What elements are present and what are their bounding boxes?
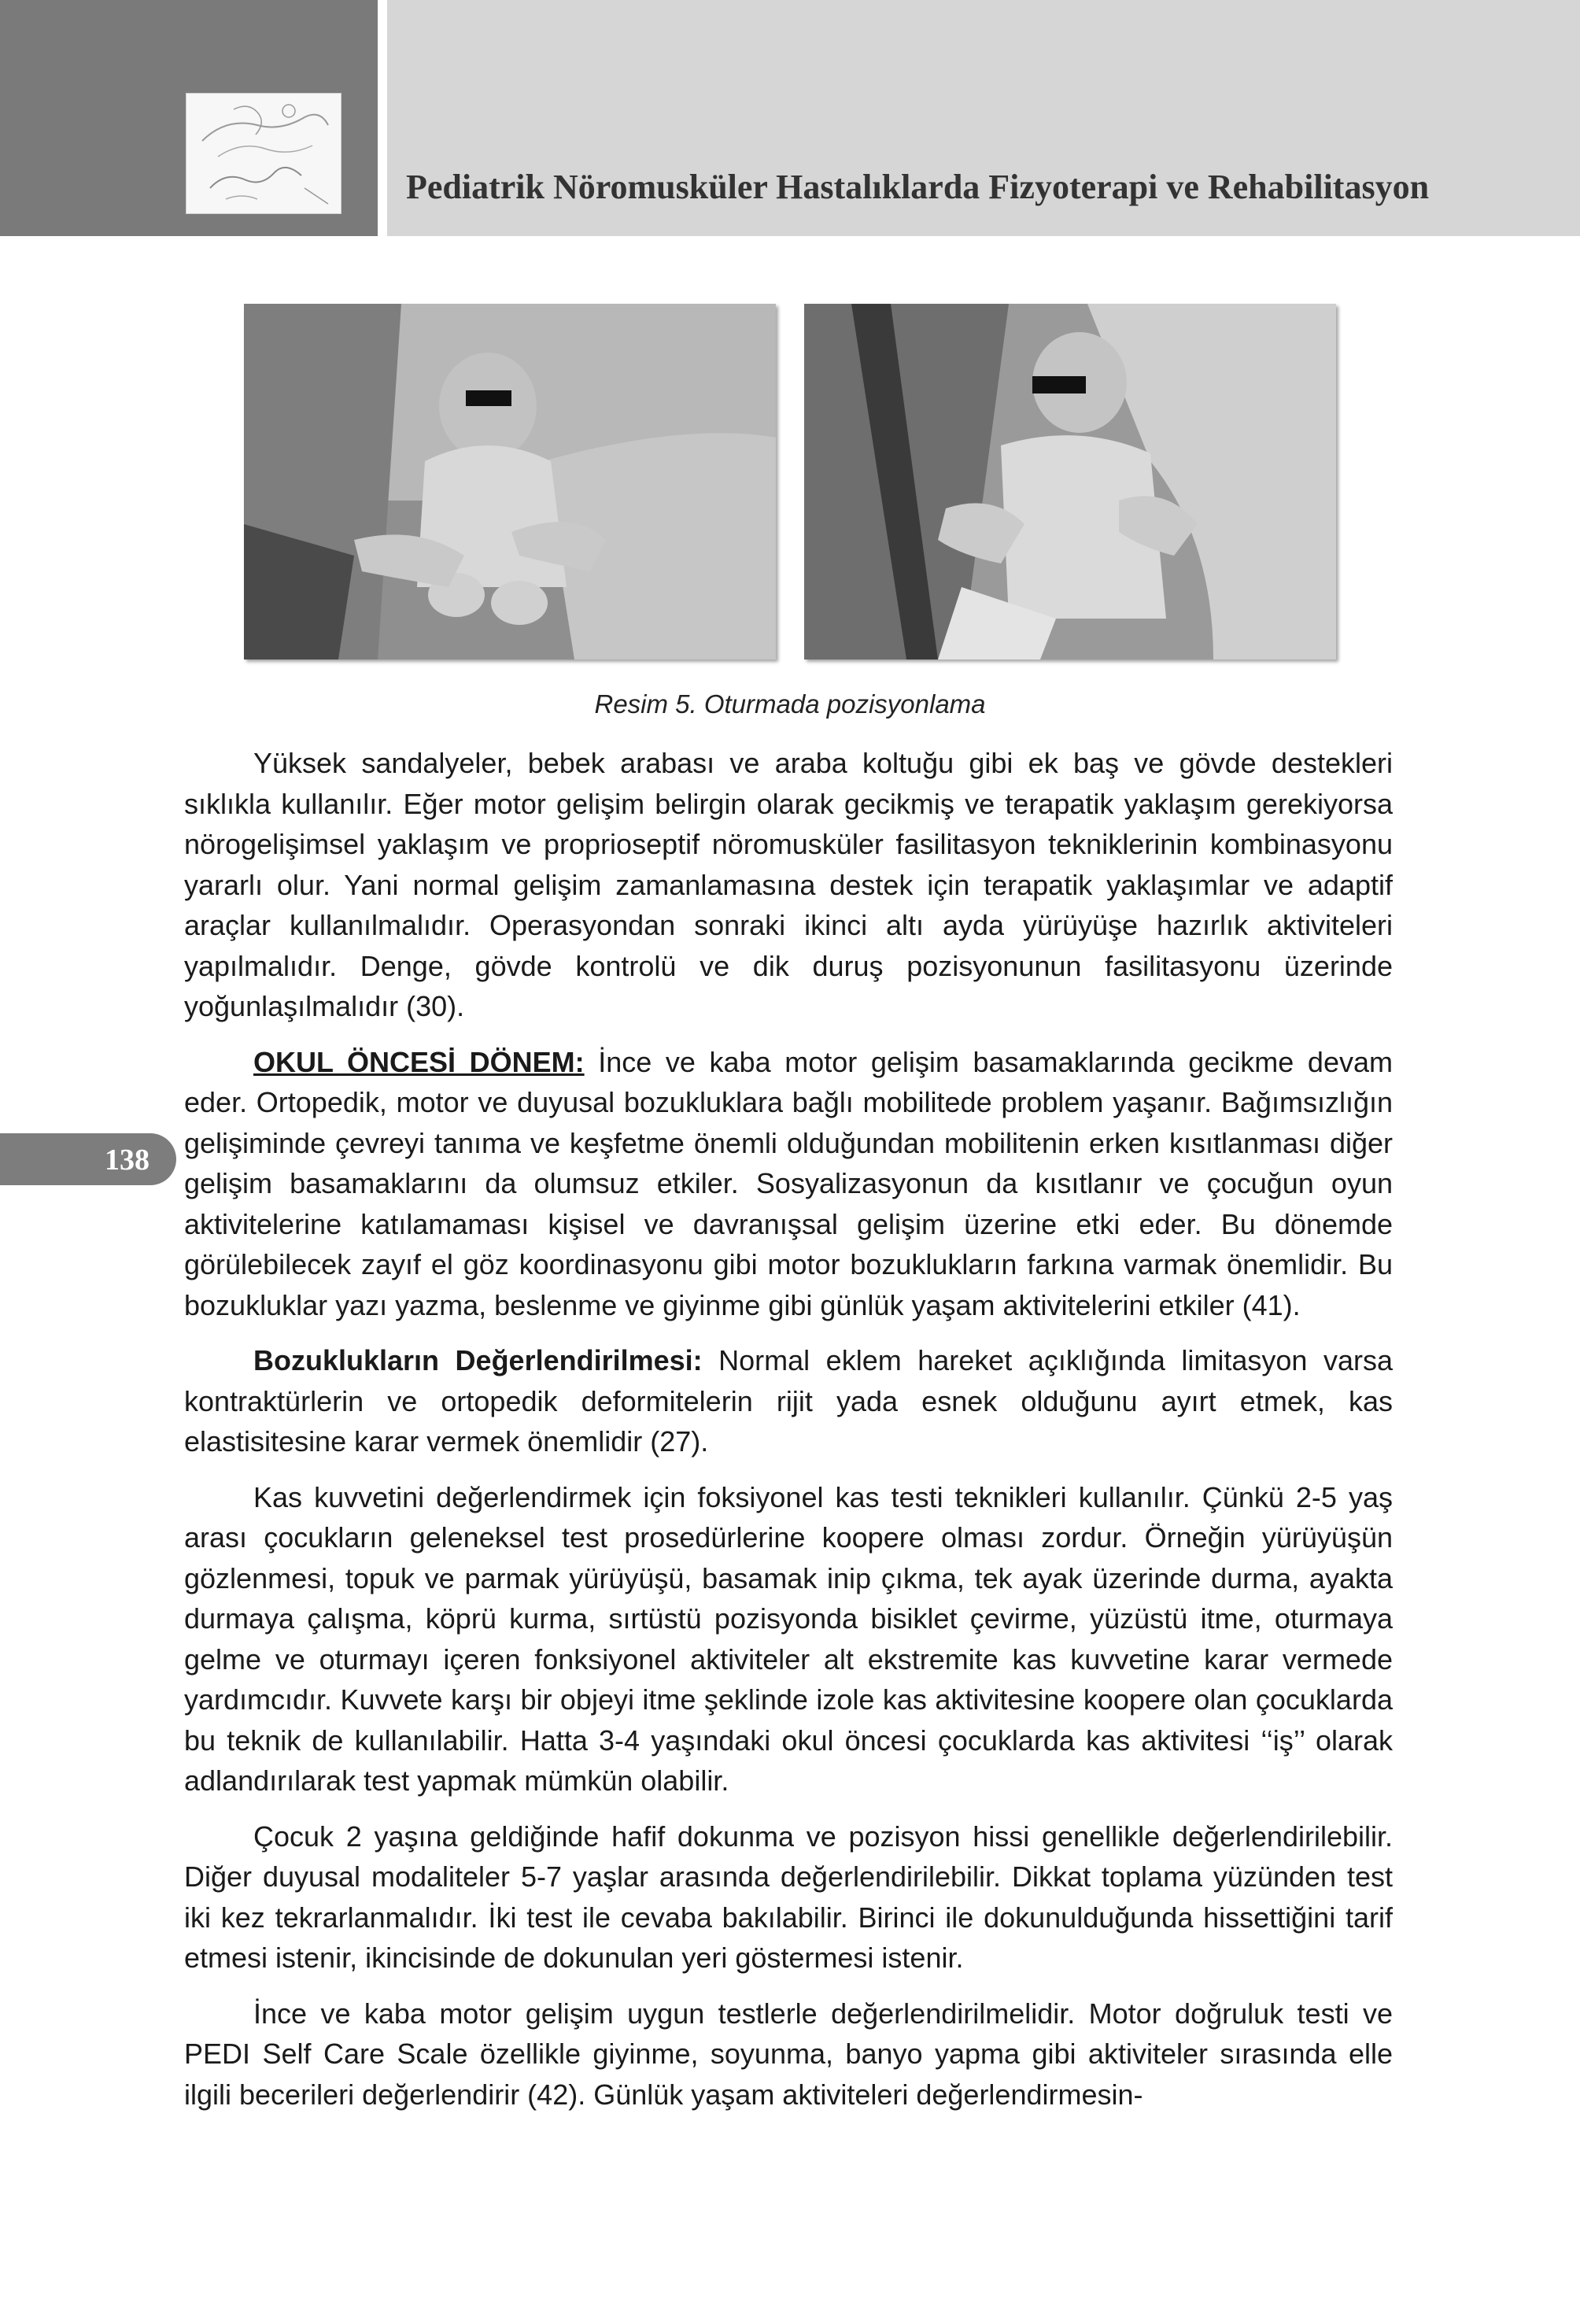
paragraph-text: Yüksek sandalyeler, bebek arabası ve araba koltuğu gibi ek baş ve gövde destekleri sıklıkla kullanılır. Eğer motor gelişim belirgin olarak gecikmiş ve terapatik yaklaşım gerekiyorsa nörogelişimsel yaklaşım ve proprioseptif nöromusküler fasilitasyon tekniklerinin kombinasyonu yararlı olur. Yani normal gelişim zamanlamasına destek için terapatik yaklaşımlar ve adaptif araçlar kullanılmalıdır. Operasyondan sonraki ikinci altı ayda yürüyüşe hazırlık aktiviteleri yapılmalıdır. Denge, gövde kontrolü ve dik duruş pozisyonunun fasilitasyonu üzerinde yoğunlaşılmalıdır (30). <box>184 747 1393 1022</box>
paragraph-text: Çocuk 2 yaşına geldiğinde hafif dokunma ve pozisyon hissi genellikle değerlendirilebilir. Diğer duyusal modaliteler 5-7 yaşlar arasında değerlendirilebilir. Dikkat toplama yüzünden test iki kez tekrarlanmalıdır. İki test ile cevaba bakılabilir. Birinci ile dokunulduğunda hissettiğini tarif etmesi istenir, ikincisinde de dokunulan yeri göstermesi istenir. <box>184 1820 1393 1974</box>
page-number: 138 <box>105 1144 150 1177</box>
paragraph-text: İnce ve kaba motor gelişim basamaklarında gecikme devam eder. Ortopedik, motor ve duyusal bozukluklara bağlı mobilitede problem yaşanır. Bağımsızlığın gelişiminde çevreyi tanıma ve keşfetme önemli olduğundan mobilitenin erken kısıtlanması diğer gelişim basamaklarını da olumsuz etkiler. Sosyalizasyonun da kısıtlanır ve çocuğun oyun aktivitelerine katılamaması kişisel ve davranışsal gelişim üzerine etki eder. Bu dönemde görülebilecek zayıf el göz koordinasyonu gibi motor bozuklukların farkına varmak önemlidir. Bu bozukluklar yazı yazma, beslenme ve giyinme gibi günlük yaşam aktivitelerini etkiler (41). <box>184 1045 1393 1321</box>
paragraph-seating-supports <box>184 743 1393 1027</box>
paragraph-text: İnce ve kaba motor gelişim uygun testlerle değerlendirilmelidir. Motor doğruluk testi ve PEDI Self Care Scale özellikle giyinme, soyunma, banyo yapma gibi aktiviteler sırasında elle ilgili becerileri değerlendirir (42). Günlük yaşam aktiviteleri değerlendirmesin- <box>184 1997 1393 2111</box>
section-heading-evaluation: Bozuklukların Değerlendirilmesi: <box>253 1344 703 1376</box>
paragraph-preschool-period <box>184 1042 1393 1326</box>
photo-infant-sitting-supported <box>804 304 1336 660</box>
book-logo-sketch <box>186 93 341 214</box>
paragraph-impairment-evaluation <box>184 1340 1393 1462</box>
section-heading-preschool: OKUL ÖNCESİ DÖNEM: <box>253 1045 585 1078</box>
paragraph-motor-tests <box>184 1993 1393 2115</box>
photo-infant-sitting-front <box>244 304 776 660</box>
paragraph-sensory-evaluation <box>184 1816 1393 1979</box>
paragraph-muscle-strength <box>184 1477 1393 1801</box>
paragraph-text: Kas kuvvetini değerlendirmek için foksiyonel kas testi teknikleri kullanılır. Çünkü 2-5 yaş arası çocukların geleneksel test prosedürlerine koopere olması zordur. Örneğin yürüyüşün gözlenmesi, topuk ve parmak yürüyüşü, basamak inip çıkma, tek ayak üzerinde durma, ayakta durmaya çalışma, köprü kurma, sırtüstü pozisyonda bisiklet çevirme, yüzüstü itme, oturmaya gelme ve oturmayı içeren fonksiyonel aktiviteler alt ekstremite kas kuvvetine karar vermede yardımcıdır. Kuvvete karşı bir objeyi itme şeklinde izole kas aktivitesine koopere olan çocuklarda bu teknik de kullanılabilir. Hatta 3-4 yaşındaki okul öncesi çocuklarda kas aktivitesi ‘‘iş’’ olarak adlandırılarak test yapmak mümkün olabilir. <box>184 1480 1393 1797</box>
page-number-tab <box>0 1133 176 1185</box>
running-header-title: Pediatrik Nöromusküler Hastalıklarda Fizyoterapi ve Rehabilitasyon <box>406 168 1430 206</box>
paragraph-text: Normal eklem hareket açıklığında limitasyon varsa kontraktürlerin ve ortopedik deformitelerin rijit yada esnek olduğunu ayırt etmek, kas elastisitesine karar vermek önemlidir (27). <box>184 1344 1393 1458</box>
body-text <box>184 743 1393 2130</box>
figure-caption: Resim 5. Oturmada pozisyonlama <box>594 689 986 719</box>
